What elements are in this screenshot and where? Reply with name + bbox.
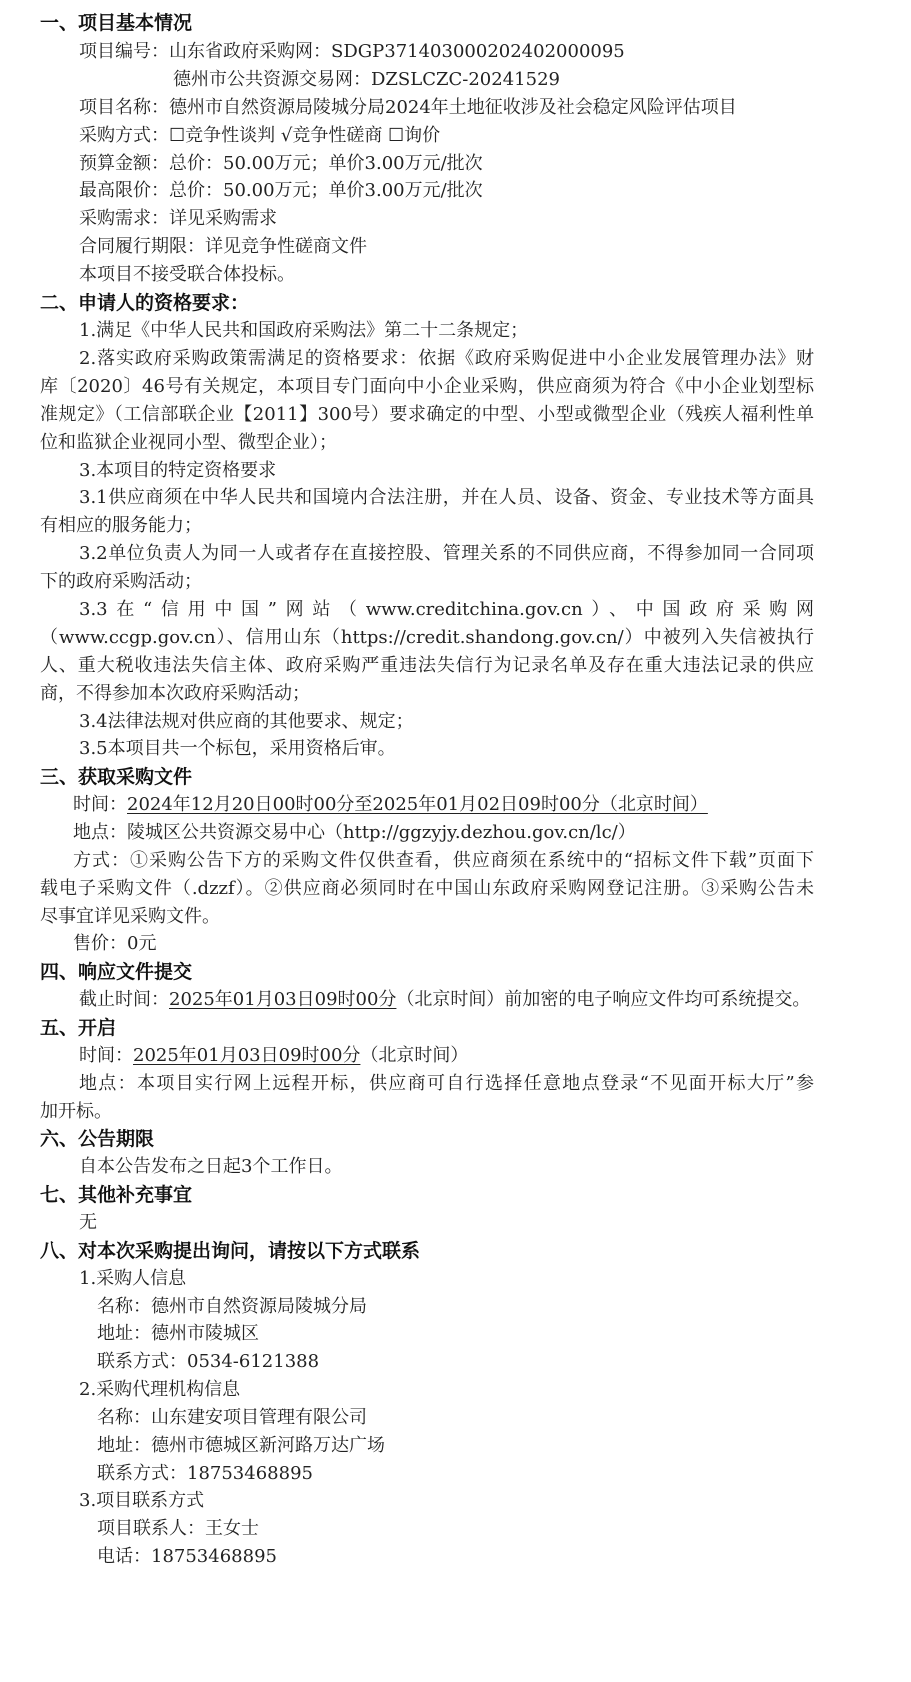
- project-name: 项目名称：德州市自然资源局陵城分局2024年土地征收涉及社会稳定风险评估项目: [79, 97, 737, 118]
- other-matters: 无: [79, 1212, 97, 1233]
- section-7-heading: 七、其他补充事宜: [40, 1184, 193, 1206]
- opening-time-value: 2025年01月03日09时00分: [133, 1045, 361, 1066]
- requirement-3-3-line-4: 商，不得参加本次政府采购活动；: [40, 683, 310, 704]
- buyer-address: 地址：德州市陵城区: [97, 1323, 259, 1344]
- requirement-2-line-1: 2.落实政府采购政策需满足的资格要求：依据《政府采购促进中小企业发展管理办法》财: [79, 348, 814, 369]
- project-number-line-1: 项目编号：山东省政府采购网：SDGP371403000202402000095: [79, 41, 625, 62]
- requirement-3: 3.本项目的特定资格要求: [79, 460, 277, 481]
- contract-period: 合同履行期限：详见竞争性磋商文件: [79, 236, 367, 257]
- procurement-demand: 采购需求：详见采购需求: [79, 208, 277, 229]
- requirement-3-5: 3.5本项目共一个标包，采用资格后审。: [79, 738, 396, 759]
- deadline-value: 2025年01月03日09时00分: [169, 989, 397, 1010]
- requirement-2-line-2: 库〔2020〕46号有关规定，本项目专门面向中小企业采购，供应商须为符合《中小企业划型标: [40, 376, 814, 397]
- requirement-3-3-line-1: 3.3在“信用中国”网站（www.creditchina.gov.cn）、中国政府采购网: [79, 599, 814, 620]
- requirement-2-line-4: 位和监狱企业视同小型、微型企业）；: [40, 432, 337, 453]
- requirement-3-3-line-2: （www.ccgp.gov.cn）、信用山东（https://credit.shandong.gov.cn/）中被列入失信被执行: [40, 627, 814, 648]
- opening-time-rest: （北京时间）: [360, 1045, 469, 1066]
- opening-place-line-1: 地点：本项目实行网上远程开标，供应商可自行选择任意地点登录“不见面开标大厅”参: [79, 1073, 814, 1094]
- requirement-3-2-line-2: 下的政府采购活动；: [40, 571, 202, 592]
- section-5-heading: 五、开启: [40, 1017, 117, 1039]
- requirement-1: 1.满足《中华人民共和国政府采购法》第二十二条规定；: [79, 320, 529, 341]
- acquire-time: [73, 794, 708, 816]
- agent-phone: 联系方式：18753468895: [97, 1463, 313, 1484]
- acquire-time-value: 2024年12月20日00时00分至2025年01月02日09时00分（北京时间）: [127, 794, 708, 815]
- acquire-way-line-1: 方式：①采购公告下方的采购文件仅供查看，供应商须在系统中的“招标文件下载”页面下: [73, 850, 814, 871]
- budget-amount: 预算金额：总价：50.00万元；单价3.00万元/批次: [79, 153, 483, 174]
- agent-name: 名称：山东建安项目管理有限公司: [97, 1407, 367, 1428]
- project-number-line-2: 德州市公共资源交易网：DZSLCZC-20241529: [173, 69, 560, 90]
- buyer-info-title: 1.采购人信息: [79, 1268, 187, 1289]
- project-contact-person: 项目联系人：王女士: [97, 1518, 259, 1539]
- acquire-way-line-3: 尽事宜详见采购文件。: [40, 906, 220, 927]
- consortium-note: 本项目不接受联合体投标。: [79, 264, 295, 285]
- section-1-heading: 一、项目基本情况: [40, 12, 193, 34]
- requirement-3-2-line-1: 3.2单位负责人为同一人或者存在直接控股、管理关系的不同供应商，不得参加同一合同项: [79, 543, 814, 564]
- section-3-heading: 三、获取采购文件: [40, 766, 193, 788]
- requirement-3-3-line-3: 人、重大税收违法失信主体、政府采购严重违法失信行为记录名单及存在重大违法记录的供应: [40, 655, 814, 676]
- agent-address: 地址：德州市德城区新河路万达广场: [97, 1435, 385, 1456]
- deadline-label: 截止时间：: [79, 989, 169, 1010]
- project-contact-phone: 电话：18753468895: [97, 1546, 277, 1567]
- notice-period: 自本公告发布之日起3个工作日。: [79, 1156, 343, 1177]
- opening-place-line-2: 加开标。: [40, 1101, 112, 1122]
- section-2-heading: 二、申请人的资格要求：: [40, 292, 250, 314]
- acquire-price: 售价：0元: [73, 933, 157, 954]
- section-8-heading: 八、对本次采购提出询问，请按以下方式联系: [40, 1240, 421, 1262]
- requirement-3-4: 3.4法律法规对供应商的其他要求、规定；: [79, 711, 414, 732]
- section-4-heading: 四、响应文件提交: [40, 961, 193, 983]
- buyer-phone: 联系方式：0534-6121388: [97, 1351, 320, 1372]
- submission-deadline: [79, 989, 810, 1011]
- requirement-2-line-3: 准规定》（工信部联企业【2011】300号）要求确定的中型、小型或微型企业（残疾人福利性单: [40, 404, 814, 425]
- section-6-heading: 六、公告期限: [40, 1128, 155, 1150]
- acquire-place: 地点：陵城区公共资源交易中心（http://ggzyjy.dezhou.gov.cn/lc/）: [73, 822, 636, 843]
- buyer-name: 名称：德州市自然资源局陵城分局: [97, 1296, 367, 1317]
- requirement-3-1-line-2: 有相应的服务能力；: [40, 515, 202, 536]
- acquire-way-line-2: 载电子采购文件（.dzzf）。②供应商必须同时在中国山东政府采购网登记注册。③采购公告未: [40, 878, 814, 899]
- agent-info-title: 2.采购代理机构信息: [79, 1379, 241, 1400]
- project-contact-title: 3.项目联系方式: [79, 1490, 205, 1511]
- max-price: 最高限价：总价：50.00万元；单价3.00万元/批次: [79, 180, 483, 201]
- opening-time-label: 时间：: [79, 1045, 133, 1066]
- procurement-method: 采购方式：☐竞争性谈判 √竞争性磋商 ☐询价: [79, 125, 441, 146]
- acquire-time-label: 时间：: [73, 794, 127, 815]
- deadline-rest: （北京时间）前加密的电子响应文件均可系统提交。: [396, 989, 811, 1010]
- opening-time: [79, 1045, 468, 1067]
- requirement-3-1-line-1: 3.1供应商须在中华人民共和国境内合法注册，并在人员、设备、资金、专业技术等方面具: [79, 487, 814, 508]
